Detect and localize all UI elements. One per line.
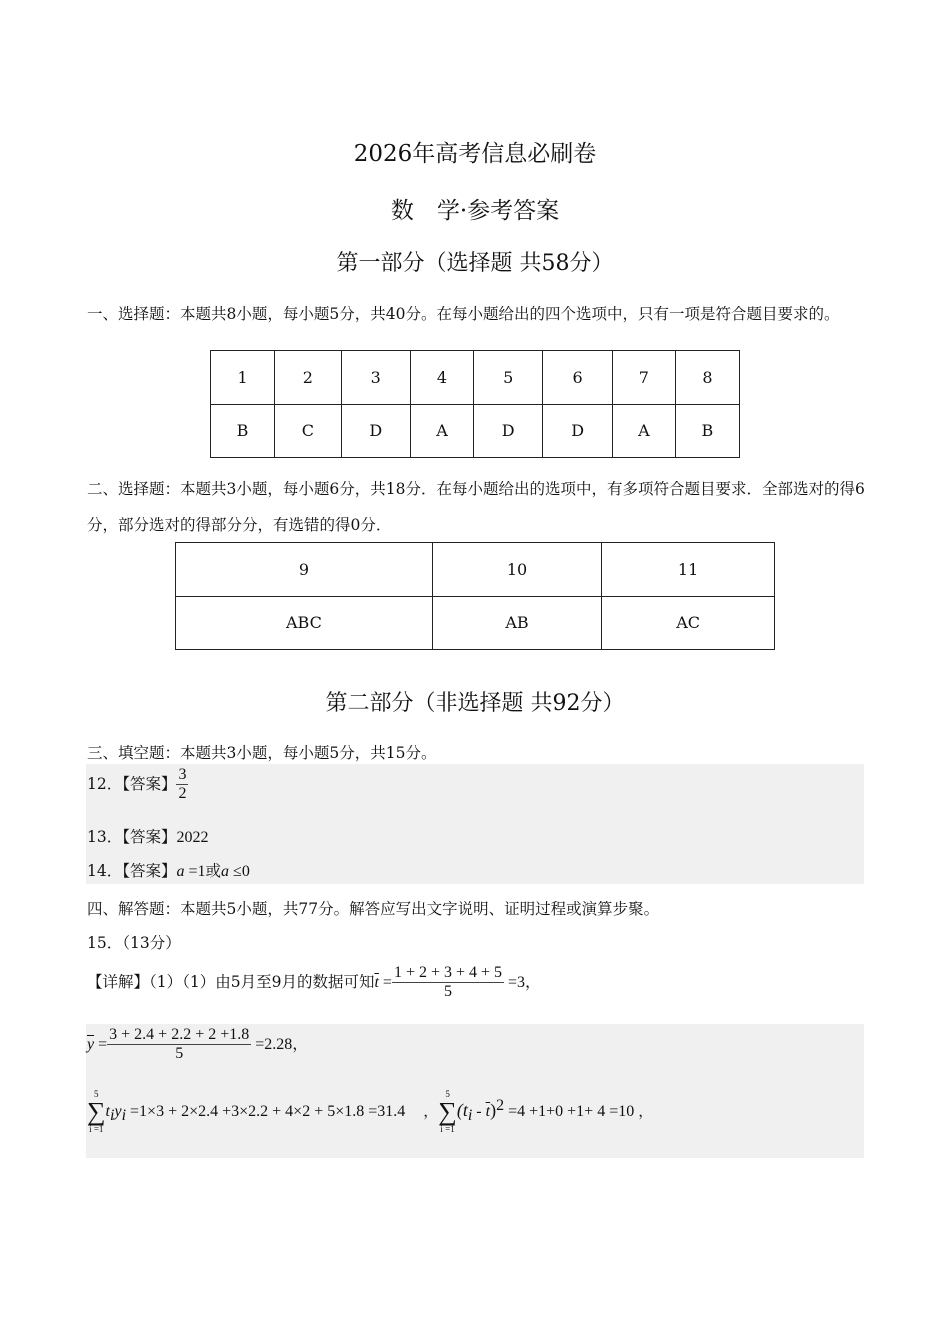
answer-table-1: [210, 350, 740, 458]
y-bar-line: [87, 1026, 865, 1064]
sum2-close: ): [490, 1100, 497, 1120]
sum2-t-sub: i: [467, 1107, 473, 1124]
sum1-y-sub: i: [121, 1107, 127, 1124]
sum2-minus: -: [472, 1103, 486, 1120]
part2-heading: 第二部分（非选择题 共92分）: [325, 691, 625, 716]
sum2-open: (t: [456, 1100, 468, 1120]
sum2-lower: i =1: [440, 1124, 455, 1134]
t-bar-symbol: $\overline{t}$: [374, 973, 379, 991]
t-bar-fraction: [392, 964, 504, 1002]
sum1-expression: =1×3 + 2×2.4 +3×2.2 + 4×2 + 5×1.8 =31.4: [126, 1103, 406, 1120]
sum1-sigma-block: [87, 1090, 106, 1134]
table1-number-cell: 3: [341, 351, 410, 405]
sum2-tbar: $\overline{t}$: [485, 1103, 491, 1120]
sum2-comma: ，: [638, 1102, 654, 1120]
q14-or: 或: [205, 862, 222, 880]
summation-line: [87, 1086, 865, 1136]
q12-numerator: 3: [178, 766, 187, 783]
table1-number-row: [211, 351, 740, 405]
section3-description: 三、填空题：本题共3小题，每小题5分，共15分。: [87, 744, 437, 762]
sum1-t-sub: i: [110, 1107, 115, 1124]
table2-number-cell: 11: [602, 543, 775, 597]
table2-answer-row: [176, 596, 775, 650]
answer-table-2: [175, 542, 775, 650]
table1-answer-cell: C: [275, 404, 342, 458]
t-bar-result: =3，: [504, 973, 542, 991]
sum2-upper: 5: [445, 1089, 450, 1099]
table1-number-cell: 2: [275, 351, 342, 405]
table1-number-cell: 7: [612, 351, 675, 405]
q12-answer: [87, 766, 865, 804]
q14-var-a1: a: [176, 863, 185, 880]
table1-answer-cell: D: [341, 404, 410, 458]
y-bar-result: =2.28，: [251, 1035, 309, 1053]
table1-answer-cell: B: [675, 404, 739, 458]
q14-eq1: =1: [184, 863, 206, 880]
q13-answer: [87, 824, 865, 851]
sum1-upper: 5: [94, 1089, 99, 1099]
table1-number-cell: 1: [211, 351, 275, 405]
table1-number-cell: 4: [410, 351, 473, 405]
table2-number-row: [176, 543, 775, 597]
section1-description: 一、选择题：本题共8小题，每小题5分，共40分。在每小题给出的四个选项中，只有一项是符合题目要求的。: [87, 305, 840, 323]
table2-number-cell: 10: [432, 543, 601, 597]
q14-label: 14．【答案】: [87, 862, 177, 880]
q15-detail-line: [87, 964, 865, 1002]
q14-eq2: ≤0: [229, 863, 250, 880]
table1-answer-cell: B: [211, 404, 275, 458]
y-bar-numerator: 3 + 2.4 + 2.2 + 2 +1.8: [109, 1026, 250, 1043]
table1-answer-cell: A: [612, 404, 675, 458]
sigma-icon: ∑: [87, 1097, 106, 1126]
q12-denominator: 2: [178, 785, 187, 803]
section4-description: 四、解答题：本题共5小题，共77分。解答应写出文字说明、证明过程或演算步聚。: [87, 900, 660, 918]
sum1-t: t: [105, 1103, 110, 1120]
sum1-comma: ，: [423, 1102, 439, 1120]
t-bar-denominator: 5: [392, 982, 504, 1001]
sum1-lower: i =1: [89, 1124, 104, 1134]
sum2-expression: =4 +1+0 +1+ 4 =10: [504, 1103, 635, 1120]
q13-value: 2022: [176, 829, 209, 846]
table1-answer-cell: D: [543, 404, 612, 458]
table2-answer-cell: AC: [602, 596, 775, 650]
y-bar-denominator: 5: [107, 1044, 251, 1063]
t-bar-numerator: 1 + 2 + 3 + 4 + 5: [393, 964, 503, 981]
table2-number-cell: 9: [176, 543, 433, 597]
table1-answer-cell: D: [474, 404, 543, 458]
document-subtitle: 数 学·参考答案: [390, 198, 560, 224]
y-bar-symbol: $\overline{y}$: [87, 1035, 95, 1053]
sum2-sigma-block: [438, 1090, 457, 1134]
q14-answer: [87, 858, 865, 885]
t-bar-equals: =: [378, 973, 392, 991]
sum1-y: y: [114, 1103, 122, 1120]
table2-answer-cell: AB: [432, 596, 601, 650]
table1-answer-cell: A: [410, 404, 473, 458]
q13-label: 13．【答案】: [87, 828, 177, 846]
sum2-square: 2: [496, 1097, 505, 1114]
y-bar-equals: =: [94, 1035, 108, 1053]
table2-answer-cell: ABC: [176, 596, 433, 650]
document-title: 2026年高考信息必刷卷: [353, 141, 597, 167]
q15-detail-prefix: 【详解】（1）（1）由5月至9月的数据可知: [87, 972, 375, 991]
q12-label: 12．【答案】: [87, 774, 177, 793]
q15-label: 15．（13分）: [87, 934, 181, 952]
q12-fraction: [176, 766, 188, 804]
q14-var-a2: a: [221, 863, 230, 880]
section2-description: 二、选择题：本题共3小题，每小题6分，共18分．在每小题给出的选项中，有多项符合题目要求．全部选对的得6分，部分选对的得部分分，有选错的得0分．: [87, 480, 865, 534]
table1-number-cell: 6: [543, 351, 612, 405]
y-bar-fraction: [107, 1026, 251, 1064]
table1-answer-row: [211, 404, 740, 458]
part1-heading: 第一部分（选择题 共58分）: [336, 251, 614, 276]
table1-number-cell: 5: [474, 351, 543, 405]
table1-number-cell: 8: [675, 351, 739, 405]
sigma-icon: ∑: [438, 1097, 457, 1126]
